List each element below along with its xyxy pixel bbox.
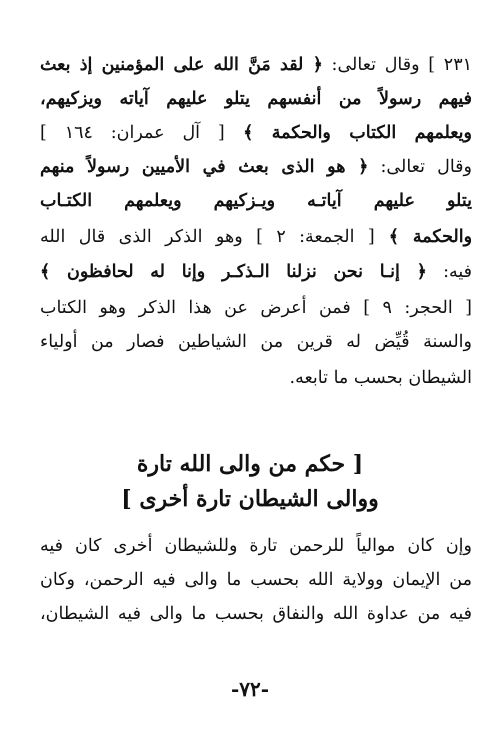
paragraph-line — [40, 222, 472, 252]
page-number: -٧٢- — [230, 677, 270, 701]
paragraph-line — [40, 50, 472, 80]
verse-text: ويعلمهم الكتاب والحكمة ﴾ — [224, 123, 472, 143]
verse-text: يتلو عليهم آياتـه ويـزكيهم ويعلمهم الكتـاب — [40, 191, 472, 211]
plain-text: والسنة قُيِّض له قرين من الشياطين فصار من أولياء — [40, 332, 472, 352]
paragraph-line — [40, 257, 472, 287]
plain-text: [ الحجر: ٩ ] فمن أعرض عن هذا الذكر وهو الكتاب — [40, 298, 472, 318]
verse-text: والحكمة ﴾ — [374, 227, 472, 247]
plain-text: [ الجمعة: ٢ ] وهو الذكر الذى قال الله — [40, 227, 375, 247]
plain-text: [ آل عمران: ١٦٤ ] — [40, 123, 225, 143]
verse-text: فيهم رسولاً من أنفسهم يتلو عليهم آياته ويزكيهم، — [40, 89, 472, 109]
paragraph-line — [40, 186, 472, 216]
paragraph-line — [40, 152, 472, 182]
section-title-line-2: ووالى الشيطان تارة أخرى ] — [121, 486, 379, 512]
verse-text: ﴿ لقد مَنَّ الله على المؤمنين إذ بعث — [40, 55, 323, 75]
section-text-line-2: من الإيمان وولاية الله بحسب ما والى فيه الرحمن، وكان — [40, 570, 472, 590]
verse-text: ﴿ إنـا نحن نزلنا الـذكـر وإنا له لحافظون ﴾ — [40, 262, 427, 282]
plain-text: الشيطان بحسب ما تابعه. — [289, 368, 472, 388]
section-title-line-1: [ حكم من والى الله تارة — [136, 451, 364, 477]
verse-text: ﴿ هو الذى بعث في الأميين رسولاً منهم — [40, 157, 369, 177]
paragraph-line — [40, 327, 472, 357]
paragraph-line — [40, 118, 472, 148]
paragraph-line — [40, 84, 472, 114]
section-text-line-1: وإن كان موالياً للرحمن تارة وللشيطان أخرى كان فيه — [40, 536, 472, 556]
paragraph-line — [40, 293, 472, 323]
paragraph-line — [40, 363, 472, 393]
plain-text: ٢٣١ ] وقال تعالى: — [322, 55, 472, 75]
plain-text: فيه: — [426, 262, 472, 282]
section-text-line-3: فيه من عداوة الله والنفاق بحسب ما والى فيه الشيطان، — [40, 604, 472, 624]
plain-text: وقال تعالى: — [368, 157, 472, 177]
